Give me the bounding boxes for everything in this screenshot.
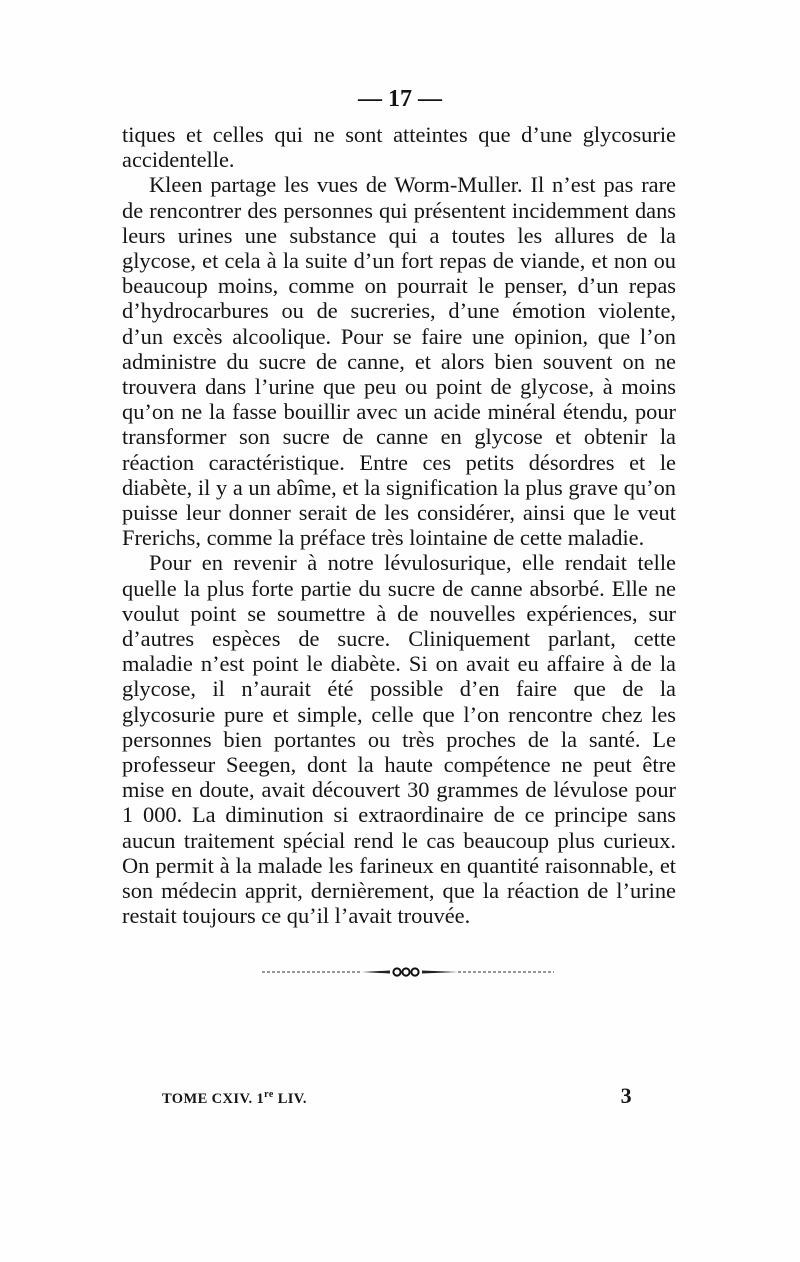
ornament-rule — [262, 965, 554, 979]
signature-superscript: re — [264, 1089, 274, 1100]
page-number: — 17 — — [358, 86, 442, 112]
sheet-number: 3 — [620, 1083, 632, 1108]
paragraph-1: tiques et celles qui ne sont atteintes que d’une glycosurie accidentelle. — [122, 122, 676, 173]
signature-main: TOME CXIV. 1 — [162, 1090, 265, 1107]
signature-end: LIV. — [273, 1090, 307, 1107]
paragraph-2: Kleen partage les vues de Worm-Muller. Il n’est pas rare de rencontrer des personnes qui présentent incidemment dans leurs urines une substance qui a toutes les allures de la glycose, et cela à la suite d’un fort repas de viande, et non ou beaucoup moins, comme on pourrait le penser, d’un repas d’hydrocarbures ou de sucreries, d’une émotion violente, d’un excès alcoolique. Pour se faire une opinion, que l’on administre du sucre de canne, et alors bien souvent on ne trouvera dans l’urine que peu ou point de glycose, à moins qu’on ne la fasse bouillir avec un acide minéral étendu, pour transformer son sucre de canne en glycose et obtenir la réaction caractéristique. Entre ces petits désordres et le diabète, il y a un abîme, et la signification la plus grave qu’on puisse leur donner serait de les considérer, ainsi que le veut Frerichs, comme la préface très lointaine de cette maladie. — [122, 172, 676, 551]
paragraph-3: Pour en revenir à notre lévulosurique, elle rendait telle quelle la plus forte partie du sucre de canne absorbé. Elle ne voulut point se soumettre à de nouvelles expériences, sur d’autres espèces de sucre. Cliniquement parlant, cette maladie n’est point le diabète. Si on avait eu affaire à de la glycose, il n’aurait été possible d’en faire que de la glycosurie pure et simple, celle que l’on rencontre chez les personnes bien portantes ou très proches de la santé. Le professeur Seegen, dont la haute compétence ne peut être mise en doute, avait découvert 30 grammes de lévulose pour 1 000. La diminution si extraordinaire de ce principe sans aucun traitement spécial rend le cas beaucoup plus curieux. On permit à la malade les farineux en quantité raisonnable, et son médecin apprit, dernièrement, que la réaction de l’urine restait toujours ce qu’il l’avait trouvée. — [122, 550, 676, 929]
signature-mark — [162, 1089, 307, 1108]
body-text — [122, 122, 676, 929]
